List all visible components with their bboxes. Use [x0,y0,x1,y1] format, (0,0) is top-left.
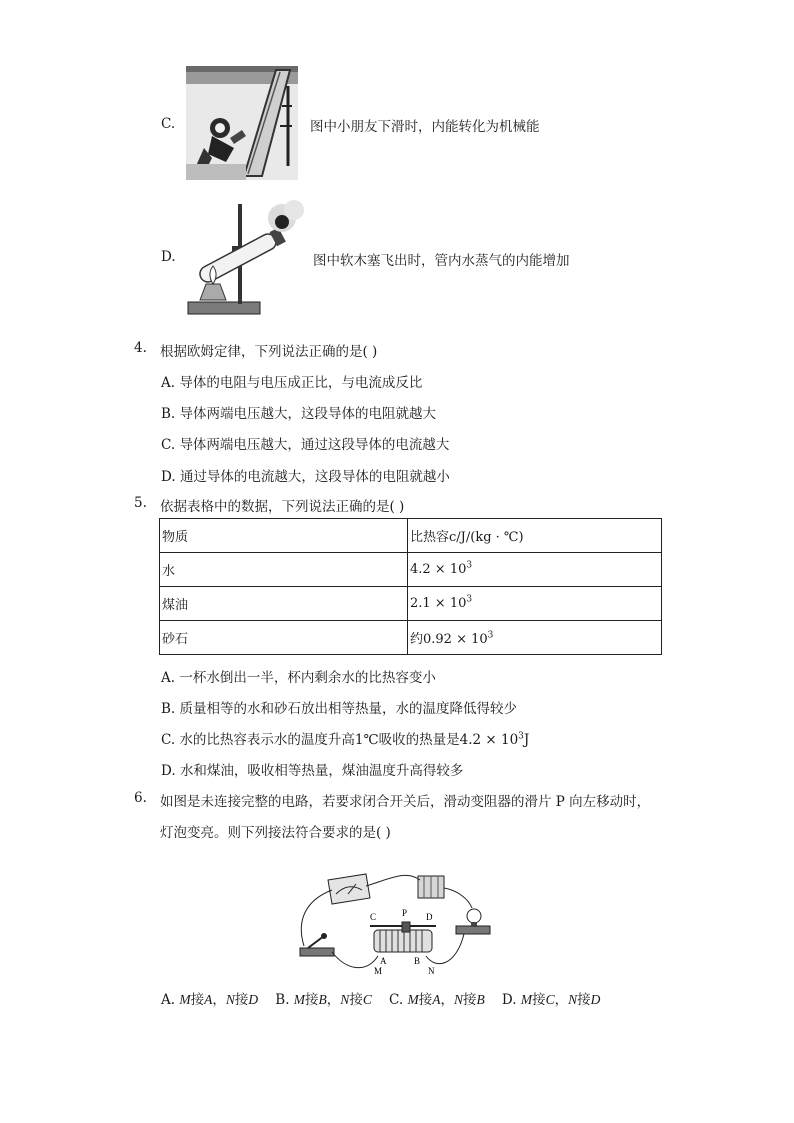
option-text: 水的比热容表示水的温度升高1℃吸收的热量是$4.2 \times 10^3J$ [179,731,530,748]
option-label: A. [161,670,176,686]
q6-stem-line1: 如图是未连接完整的电路，若要求闭合开关后，滑动变阻器的滑片 P 向左移动时， [160,794,651,810]
option-text: 导体两端电压越大，这段导体的电阻就越大 [179,406,437,422]
q4-option-b[interactable] [161,402,436,422]
option-text: 导体两端电压越大，通过这段导体的电流越大 [179,437,450,453]
option-text: 通过导体的电流越大，这段导体的电阻就越小 [179,469,450,485]
table-header: 物质 [160,519,408,553]
q6-options-row [161,988,600,1008]
terminal-d-label: D [426,912,433,922]
option-label: A. [161,375,176,391]
q6-option-a[interactable]: A. M接A，N接D [161,992,259,1008]
table-row [160,587,662,621]
option-text: 质量相等的水和砂石放出相等热量，水的温度降低得较少 [179,701,518,717]
option-label: B. [161,406,176,422]
table-cell: $4.2 \times 10^3$ [408,553,662,587]
q4-option-c[interactable] [161,433,449,453]
q3-option-c-text: 图中小朋友下滑时，内能转化为机械能 [310,119,540,135]
q4-number: 4. [134,340,147,356]
q5-option-d[interactable] [161,759,463,779]
table-cell: 水 [160,553,408,587]
option-label: D. [161,763,176,779]
table-cell: $2.1 \times 10^3$ [408,587,662,621]
option-label: B. [161,701,176,717]
q6-option-c[interactable]: C. M接A，N接B [389,992,485,1008]
table-header-row [160,519,662,553]
q4-option-a[interactable] [161,371,422,391]
q6-stem-line2: 灯泡变亮。则下列接法符合要求的是( ) [160,825,391,841]
q5-stem: 依据表格中的数据，下列说法正确的是( ) [160,499,405,515]
q4-stem: 根据欧姆定律，下列说法正确的是( ) [160,344,378,360]
q5-option-c[interactable] [161,728,529,748]
q4-option-d[interactable] [161,465,450,485]
terminal-c-label: C [370,912,377,922]
terminal-b-label: B [414,956,421,966]
table-cell: 约$0.92 \times 10^3$ [408,621,662,655]
q3-option-d-text: 图中软木塞飞出时，管内水蒸气的内能增加 [313,253,570,269]
option-label: C. [161,732,176,748]
q5-number: 5. [134,495,147,511]
option-label: C. [161,437,176,453]
q3-option-d-label: D. [161,249,176,265]
terminal-a-label: A [380,956,387,966]
option-label: D. [161,469,176,485]
table-row [160,553,662,587]
table-cell: 煤油 [160,587,408,621]
q5-option-a[interactable] [161,666,436,686]
wire-m-label: M [374,966,383,976]
q3-option-c-label: C. [161,116,176,132]
table-row [160,621,662,655]
slider-p-label: P [402,908,408,918]
option-text: 水和煤油，吸收相等热量，煤油温度升高得较多 [179,763,464,779]
option-text: 一杯水倒出一半，杯内剩余水的比热容变小 [179,670,436,686]
table-cell: 砂石 [160,621,408,655]
specific-heat-table [159,518,662,655]
q5-option-b[interactable] [161,697,517,717]
circuit-diagram [296,870,506,982]
q6-option-b[interactable]: B. M接B，N接C [275,992,372,1008]
slide-illustration [186,66,298,184]
q6-number: 6. [134,790,147,806]
q6-option-d[interactable]: D. M接C，N接D [501,992,601,1008]
option-text: 导体的电阻与电压成正比，与电流成反比 [179,375,423,391]
wire-n-label: N [428,966,435,976]
table-header: 比热容c/J/(kg · ℃) [408,519,662,553]
test-tube-illustration [186,196,310,326]
